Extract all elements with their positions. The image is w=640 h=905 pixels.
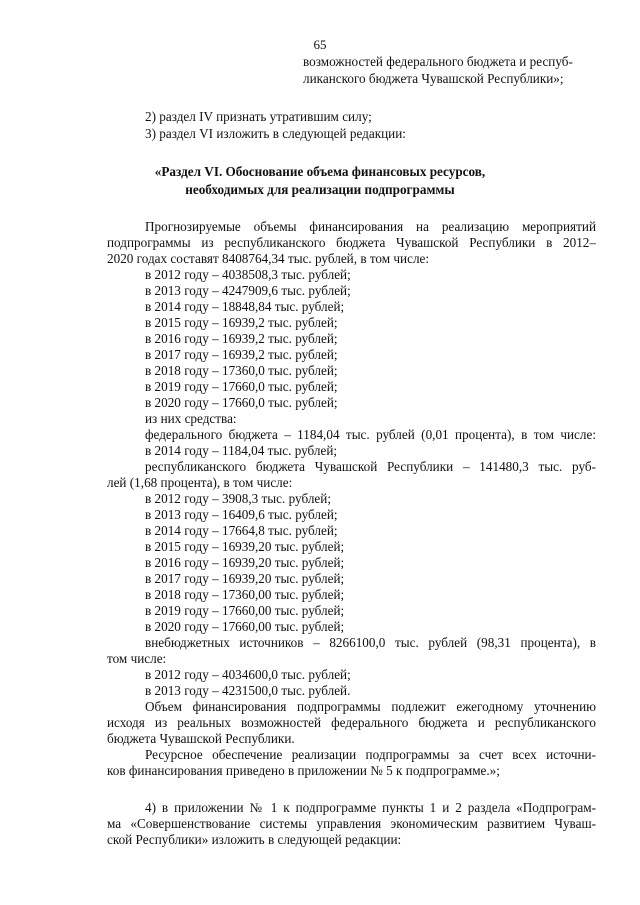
page-number: 65 xyxy=(313,37,327,52)
year-amount: в 2017 году – 16939,20 тыс. рублей; xyxy=(145,571,345,586)
paragraph-line: ма «Совершенствование системы управления экономическим развитием Чуваш- xyxy=(107,816,596,831)
year-amount: в 2013 году – 4247909,6 тыс. рублей; xyxy=(145,283,351,298)
extrabudget-line: внебюджетных источников – 8266100,0 тыс. рублей (98,31 процента), в xyxy=(145,635,596,650)
year-amount: в 2016 году – 16939,20 тыс. рублей; xyxy=(145,555,345,570)
year-amount: в 2019 году – 17660,00 тыс. рублей; xyxy=(145,603,345,618)
paragraph-line: бюджета Чувашской Республики. xyxy=(107,731,295,746)
list-item: 3) раздел VI изложить в следующей редакции: xyxy=(145,126,406,141)
year-amount: в 2014 году – 17664,8 тыс. рублей; xyxy=(145,523,338,538)
continuation-line: ликанского бюджета Чувашской Республики»; xyxy=(303,71,564,86)
paragraph-line: исходя из реальных возможностей федерального бюджета и республиканского xyxy=(107,715,596,730)
year-amount: в 2013 году – 4231500,0 тыс. рублей. xyxy=(145,683,351,698)
paragraph-line: Прогнозируемые объемы финансирования на реализацию мероприятий xyxy=(145,219,596,234)
year-amount: в 2019 году – 17660,0 тыс. рублей; xyxy=(145,379,338,394)
year-amount: в 2016 году – 16939,2 тыс. рублей; xyxy=(145,331,338,346)
year-amount: в 2020 году – 17660,0 тыс. рублей; xyxy=(145,395,338,410)
year-amount: в 2020 году – 17660,00 тыс. рублей; xyxy=(145,619,345,634)
paragraph-line: 4) в приложении № 1 к подпрограмме пункты 1 и 2 раздела «Подпрограм- xyxy=(145,800,596,815)
year-amount: в 2012 году – 4034600,0 тыс. рублей; xyxy=(145,667,351,682)
section-heading: необходимых для реализации подпрограммы xyxy=(185,182,455,197)
continuation-line: возможностей федерального бюджета и респуб- xyxy=(303,54,573,69)
paragraph-line: подпрограммы из республиканского бюджета Чувашской Республики в 2012– xyxy=(107,235,596,250)
paragraph-line: Объем финансирования подпрограммы подлежит ежегодному уточнению xyxy=(145,699,596,714)
paragraph-line: 2020 годах составят 8408764,34 тыс. рублей, в том числе: xyxy=(107,251,430,266)
paragraph-line: из них средства: xyxy=(145,411,237,426)
extrabudget-line: том числе: xyxy=(107,651,167,666)
year-amount: в 2018 году – 17360,0 тыс. рублей; xyxy=(145,363,338,378)
paragraph-line: ской Республики» изложить в следующей редакции: xyxy=(107,832,402,847)
paragraph-line: ков финансирования приведено в приложении № 5 к подпрограмме.»; xyxy=(107,763,500,778)
year-amount: в 2014 году – 1184,04 тыс. рублей; xyxy=(145,443,338,458)
section-heading: «Раздел VI. Обоснование объема финансовых ресурсов, xyxy=(154,164,486,179)
republic-budget-line: республиканского бюджета Чувашской Республики – 141480,3 тыс. руб- xyxy=(145,459,596,474)
list-item: 2) раздел IV признать утратившим силу; xyxy=(145,109,372,124)
year-amount: в 2013 году – 16409,6 тыс. рублей; xyxy=(145,507,338,522)
year-amount: в 2012 году – 4038508,3 тыс. рублей; xyxy=(145,267,351,282)
year-amount: в 2015 году – 16939,2 тыс. рублей; xyxy=(145,315,338,330)
federal-budget-line: федерального бюджета – 1184,04 тыс. рублей (0,01 процента), в том числе: xyxy=(145,427,596,442)
year-amount: в 2014 году – 18848,84 тыс. рублей; xyxy=(145,299,345,314)
year-amount: в 2015 году – 16939,20 тыс. рублей; xyxy=(145,539,345,554)
year-amount: в 2017 году – 16939,2 тыс. рублей; xyxy=(145,347,338,362)
year-amount: в 2018 году – 17360,00 тыс. рублей; xyxy=(145,587,345,602)
paragraph-line: Ресурсное обеспечение реализации подпрограммы за счет всех источни- xyxy=(145,747,596,762)
year-amount: в 2012 году – 3908,3 тыс. рублей; xyxy=(145,491,331,506)
republic-budget-line: лей (1,68 процента), в том числе: xyxy=(107,475,293,490)
